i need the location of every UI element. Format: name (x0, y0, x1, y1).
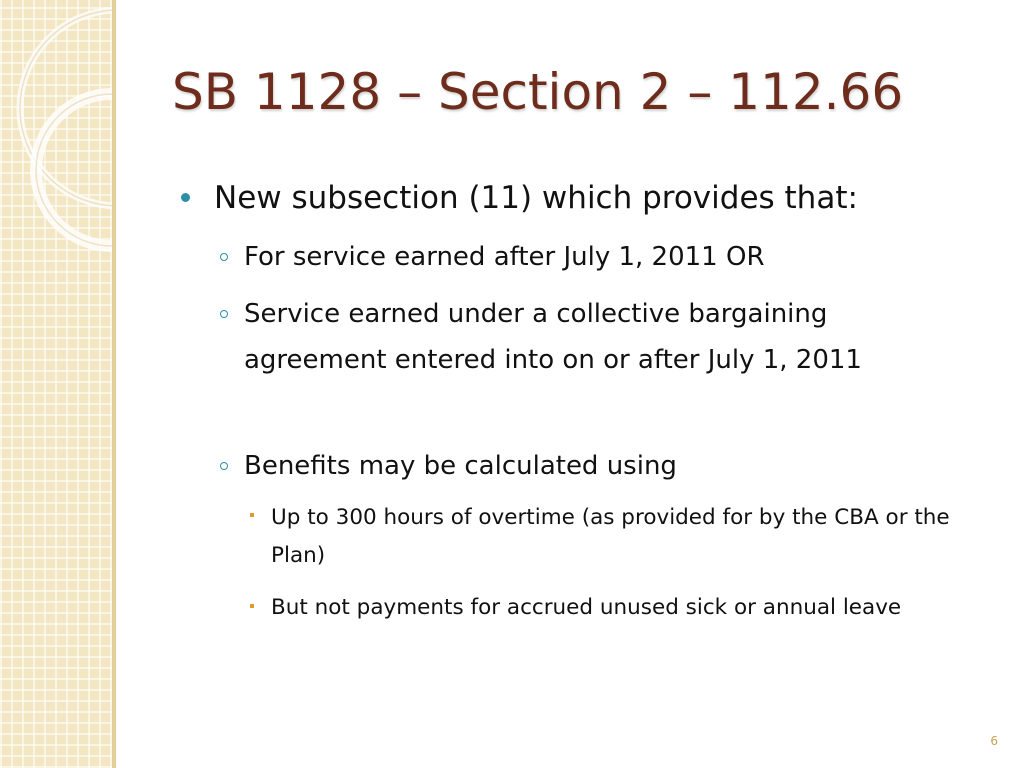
bullet-level1-text: New subsection (11) which provides that: (214, 180, 858, 216)
bullet-level3-item (271, 589, 996, 627)
bullet-ring-icon (220, 253, 228, 261)
decorative-rings (0, 0, 116, 260)
bullet-ring-icon (220, 462, 228, 470)
bullet-level2-text: Benefits may be calculated using (244, 451, 677, 481)
bullet-level3-item (271, 499, 961, 575)
slide-title: SB 1128 – Section 2 – 112.66 (172, 63, 904, 121)
bullet-level2-item (244, 291, 964, 383)
bullet-level2-item (244, 234, 984, 280)
bullet-level3-text: Up to 300 hours of overtime (as provided for by the CBA or the Plan) (271, 505, 950, 568)
sidebar-edge (112, 0, 116, 768)
bullet-ring-icon (220, 310, 228, 318)
bullet-square-icon (250, 513, 254, 517)
slide-number: 6 (990, 734, 998, 748)
bullet-level3-text: But not payments for accrued unused sick or annual leave (271, 595, 902, 620)
bullet-level2-text: For service earned after July 1, 2011 OR (244, 242, 765, 272)
bullet-square-icon (250, 604, 254, 608)
bullet-dot-icon (181, 193, 190, 202)
bullet-level2-text: Service earned under a collective bargaining agreement entered into on or after July 1, 2011 (244, 299, 862, 375)
decorative-sidebar (0, 0, 116, 768)
bullet-level2-item (244, 443, 984, 489)
bullet-level1 (214, 178, 1014, 218)
